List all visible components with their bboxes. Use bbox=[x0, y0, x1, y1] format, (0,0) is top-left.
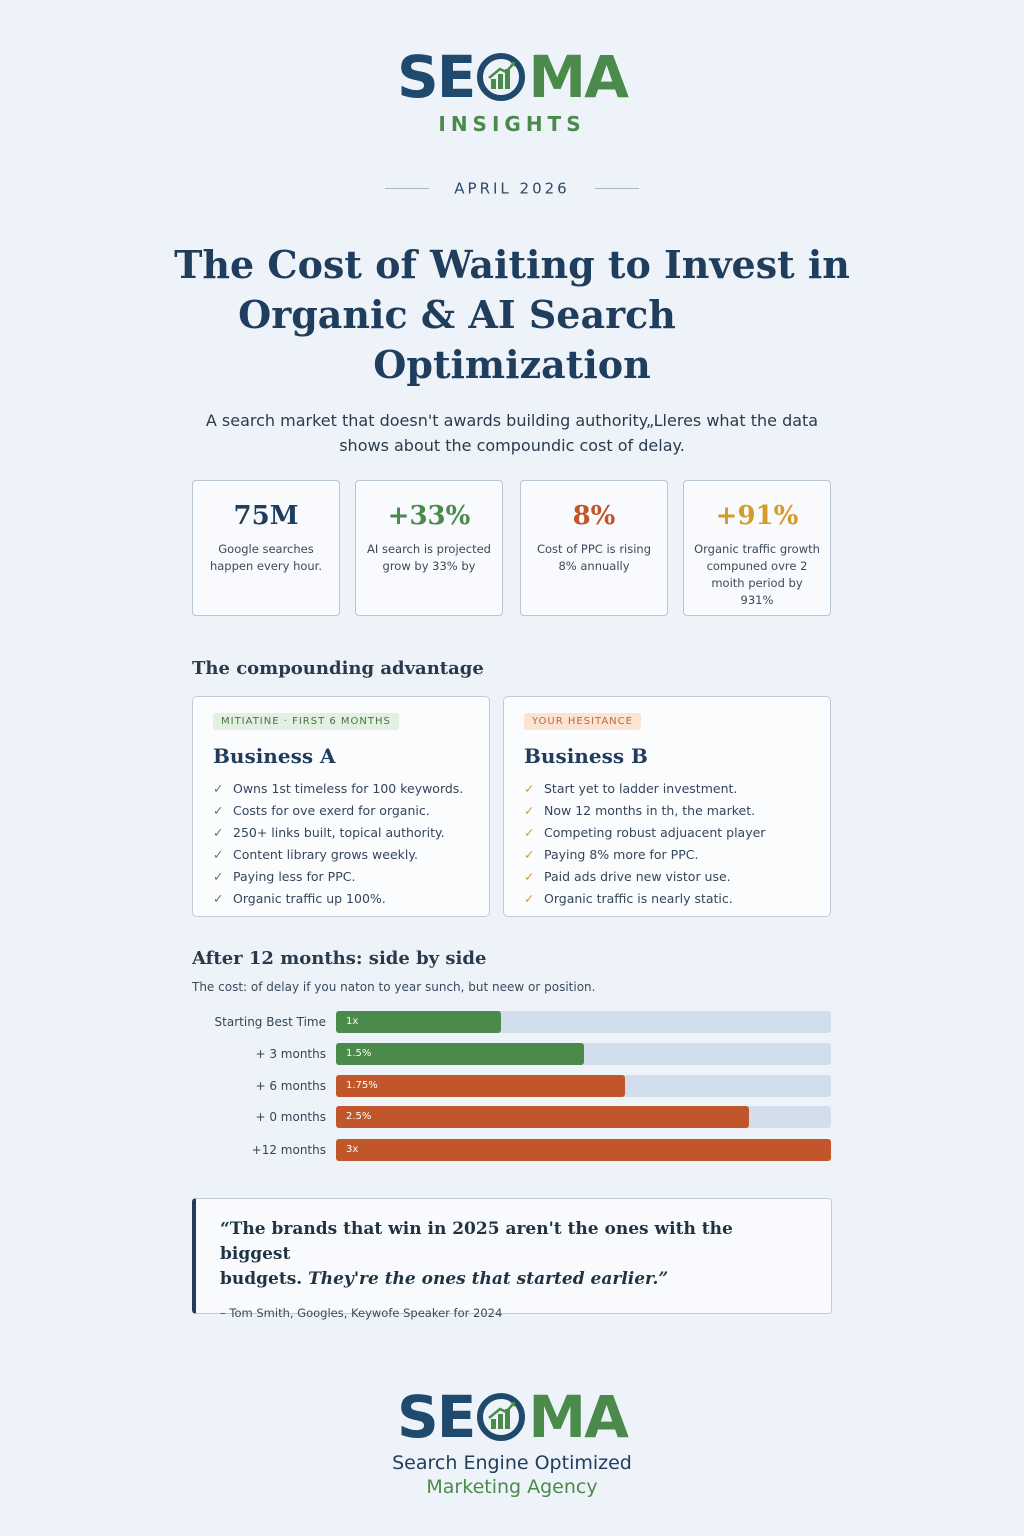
check-icon: ✓ bbox=[213, 803, 224, 818]
brand-subtitle: INSIGHTS bbox=[438, 112, 586, 136]
bar-row bbox=[192, 1043, 832, 1067]
bar-track bbox=[336, 1075, 831, 1097]
list-item bbox=[213, 800, 469, 822]
bar-value: 1x bbox=[346, 1016, 359, 1027]
check-icon: ✓ bbox=[524, 825, 535, 840]
list-item-text: Organic traffic is nearly static. bbox=[544, 891, 733, 906]
stat-description: Cost of PPC is rising 8% annually bbox=[536, 542, 652, 573]
bar-track bbox=[336, 1106, 831, 1128]
list-item bbox=[213, 822, 469, 844]
bar-fill bbox=[336, 1139, 831, 1161]
list-item bbox=[213, 888, 469, 910]
bar-value: 1.5% bbox=[346, 1048, 372, 1059]
title-line: The Cost of Waiting to Invest in bbox=[174, 242, 850, 287]
footer-tagline-1: Search Engine Optimized bbox=[392, 1452, 632, 1474]
section-heading: After 12 months: side by side bbox=[192, 948, 487, 969]
brand-right: MA bbox=[528, 1383, 627, 1451]
business-b-list bbox=[524, 778, 810, 910]
stat-value: +33% bbox=[387, 501, 471, 531]
list-item bbox=[524, 866, 810, 888]
list-item bbox=[213, 778, 469, 800]
footer-logo bbox=[0, 1383, 1024, 1498]
quote-text-bold: budgets. bbox=[220, 1269, 309, 1289]
page-title bbox=[150, 240, 874, 390]
dateline bbox=[0, 178, 1024, 198]
business-b-badge: YOUR HESITANCE bbox=[524, 713, 641, 730]
bar-value: 3x bbox=[346, 1144, 359, 1155]
business-a-card bbox=[192, 696, 490, 917]
divider-right bbox=[595, 188, 639, 189]
list-item bbox=[213, 844, 469, 866]
bar-fill bbox=[336, 1075, 625, 1097]
check-icon: ✓ bbox=[524, 847, 535, 862]
title-line: Optimization bbox=[373, 342, 651, 387]
list-item-text: Paid ads drive new vistor use. bbox=[544, 869, 731, 884]
check-icon: ✓ bbox=[213, 891, 224, 906]
issue-date: APRIL 2026 bbox=[454, 179, 570, 198]
list-item bbox=[524, 888, 810, 910]
list-item bbox=[524, 844, 810, 866]
header-logo bbox=[0, 43, 1024, 136]
business-a-badge: MITIATINE · FIRST 6 MONTHS bbox=[213, 713, 399, 730]
quote-attribution: – Tom Smith, Googles, Keywofe Speaker for 2024 bbox=[220, 1306, 503, 1320]
check-icon: ✓ bbox=[524, 803, 535, 818]
pull-quote bbox=[192, 1198, 832, 1320]
bar-track bbox=[336, 1139, 831, 1161]
bar-fill bbox=[336, 1043, 584, 1065]
list-item bbox=[524, 822, 810, 844]
list-item-text: Organic traffic up 100%. bbox=[233, 891, 386, 906]
brand-right: MA bbox=[528, 43, 627, 111]
growth-chart-icon bbox=[476, 1392, 526, 1442]
list-item bbox=[213, 866, 469, 888]
list-item-text: Paying 8% more for PPC. bbox=[544, 847, 699, 862]
business-b-name: Business B bbox=[524, 744, 648, 768]
list-item-text: Costs for ove exerd for organic. bbox=[233, 803, 430, 818]
stat-description: Organic traffic growth compuned ovre 2 moith period by 931% bbox=[694, 542, 820, 607]
bar-label: +12 months bbox=[251, 1143, 326, 1157]
stat-cards bbox=[192, 480, 832, 616]
bar-fill bbox=[336, 1106, 749, 1128]
business-a-list bbox=[213, 778, 469, 910]
check-icon: ✓ bbox=[213, 825, 224, 840]
brand-wordmark bbox=[396, 1383, 627, 1451]
list-item-text: 250+ links built, topical authority. bbox=[233, 825, 445, 840]
quote-line: “The brands that win in 2025 aren't the ones with the biggest bbox=[220, 1219, 733, 1264]
stat-card bbox=[192, 480, 340, 616]
check-icon: ✓ bbox=[213, 847, 224, 862]
quote-text-italic: They're the ones that started earlier.” bbox=[308, 1269, 669, 1289]
check-icon: ✓ bbox=[524, 891, 535, 906]
business-a-name: Business A bbox=[213, 744, 336, 768]
stat-value: 75M bbox=[233, 501, 299, 531]
bar-value: 1.75% bbox=[346, 1080, 378, 1091]
brand-left: SE bbox=[396, 43, 475, 111]
stat-card bbox=[683, 480, 831, 616]
check-icon: ✓ bbox=[213, 781, 224, 796]
bar-row bbox=[192, 1011, 832, 1035]
list-item-text: Owns 1st timeless for 100 keywords. bbox=[233, 781, 464, 796]
bar-fill bbox=[336, 1011, 501, 1033]
bar-label: + 6 months bbox=[255, 1079, 326, 1093]
bar-row bbox=[192, 1106, 832, 1130]
list-item-text: Content library grows weekly. bbox=[233, 847, 418, 862]
bar-label: + 0 months bbox=[255, 1110, 326, 1124]
bar-label: + 3 months bbox=[255, 1047, 326, 1061]
stat-value: 8% bbox=[572, 501, 616, 531]
page-subtitle bbox=[170, 408, 854, 458]
stat-card bbox=[520, 480, 668, 616]
bar-row bbox=[192, 1075, 832, 1099]
stat-card bbox=[355, 480, 503, 616]
list-item-text: Now 12 months in th, the market. bbox=[544, 803, 756, 818]
list-item-text: Competing robust adjuacent player bbox=[544, 825, 766, 840]
bar-value: 2.5% bbox=[346, 1111, 372, 1122]
divider-left bbox=[385, 188, 429, 189]
brand-left: SE bbox=[396, 1383, 475, 1451]
check-icon: ✓ bbox=[524, 869, 535, 884]
list-item bbox=[524, 778, 810, 800]
list-item bbox=[524, 800, 810, 822]
list-item-text: Start yet to ladder investment. bbox=[544, 781, 738, 796]
section-subtitle: The cost: of delay if you naton to year sunch, but neew or position. bbox=[192, 980, 596, 994]
title-line: Organic & AI Search bbox=[238, 292, 676, 337]
stat-value: +91% bbox=[715, 501, 799, 531]
bar-row bbox=[192, 1139, 832, 1163]
bar-label: Starting Best Time bbox=[214, 1015, 326, 1029]
list-item-text: Paying less for PPC. bbox=[233, 869, 356, 884]
subtitle-line: shows about the compoundic cost of delay. bbox=[339, 436, 685, 455]
business-b-card bbox=[503, 696, 831, 917]
check-icon: ✓ bbox=[524, 781, 535, 796]
brand-wordmark bbox=[396, 43, 627, 111]
stat-description: Google searches happen every hour. bbox=[209, 542, 323, 573]
footer-tagline-2: Marketing Agency bbox=[426, 1476, 598, 1498]
section-heading: The compounding advantage bbox=[192, 658, 484, 679]
bar-track bbox=[336, 1011, 831, 1033]
stat-description: AI search is projected grow by 33% by bbox=[367, 542, 491, 573]
quote-line-2 bbox=[220, 1267, 807, 1292]
check-icon: ✓ bbox=[213, 869, 224, 884]
subtitle-line: A search market that doesn't awards building authority„Lleres what the data bbox=[205, 411, 819, 430]
bar-track bbox=[336, 1043, 831, 1065]
growth-chart-icon bbox=[476, 52, 526, 102]
